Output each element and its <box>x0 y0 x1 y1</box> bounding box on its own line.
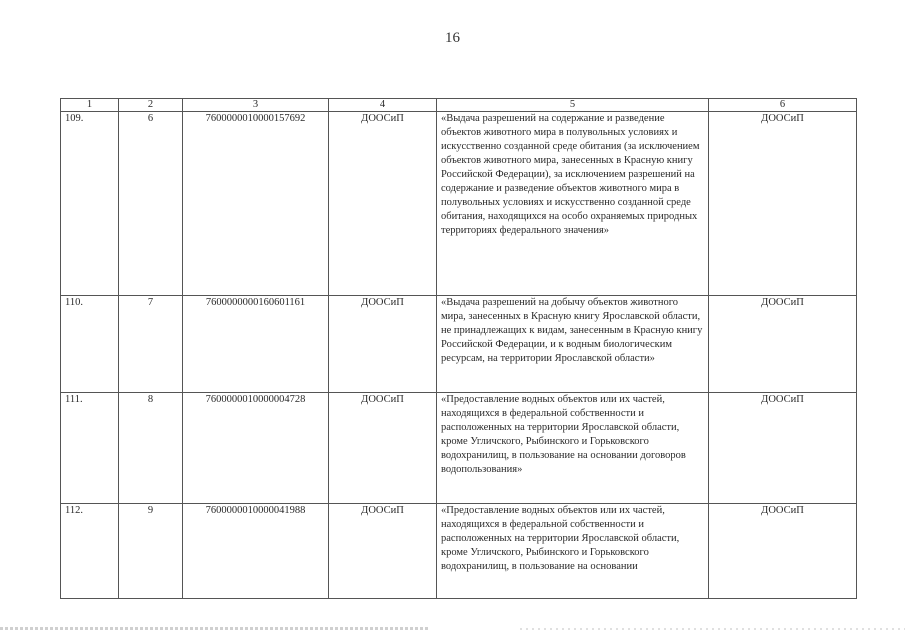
service-description: «Предоставление водных объектов или их частей, находящихся в федеральной собственности и расположенных на территории Ярославской области, кроме Угличского, Рыбинского и Горьковского водохранилищ, в пользование на основании <box>437 504 709 599</box>
service-code: 7600000000160601161 <box>183 296 329 393</box>
responsible-organization: ДООСиП <box>709 504 857 599</box>
header-row <box>61 99 857 112</box>
row-number: 112. <box>61 504 119 599</box>
header-col-3: 3 <box>183 99 329 112</box>
table-row <box>61 296 857 393</box>
header-col-6: 6 <box>709 99 857 112</box>
services-table <box>60 98 857 599</box>
row-number: 111. <box>61 393 119 504</box>
organization: ДООСиП <box>329 504 437 599</box>
responsible-organization: ДООСиП <box>709 112 857 296</box>
header-col-5: 5 <box>437 99 709 112</box>
scan-artifact <box>520 628 905 630</box>
organization: ДООСиП <box>329 112 437 296</box>
page-number: 16 <box>445 30 460 46</box>
header-col-2: 2 <box>119 99 183 112</box>
service-description: «Выдача разрешений на добычу объектов животного мира, занесенных в Красную книгу Ярославской области, не принадлежащих к видам, занесенным в Красную книгу Российской Федерации, и к водным биологическим ресурсам, на территории Ярославской области» <box>437 296 709 393</box>
responsible-organization: ДООСиП <box>709 296 857 393</box>
organization: ДООСиП <box>329 393 437 504</box>
row-index: 7 <box>119 296 183 393</box>
row-index: 6 <box>119 112 183 296</box>
row-index: 9 <box>119 504 183 599</box>
header-col-1: 1 <box>61 99 119 112</box>
service-code: 7600000010000004728 <box>183 393 329 504</box>
organization: ДООСиП <box>329 296 437 393</box>
header-col-4: 4 <box>329 99 437 112</box>
row-index: 8 <box>119 393 183 504</box>
service-description: «Предоставление водных объектов или их частей, находящихся в федеральной собственности и расположенных на территории Ярославской области, кроме Угличского, Рыбинского и Горьковского водохранилищ, в пользование на основании договоров водопользования» <box>437 393 709 504</box>
service-description: «Выдача разрешений на содержание и разведение объектов животного мира в полувольных условиях и искусственно созданной среде обитания (за исключением объектов животного мира, занесенных в Красную книгу Российской Федерации), за исключением разрешений на содержание и разведение объектов животного мира в полувольных условиях и искусственно созданной среде обитания, находящихся на особо охраняемых природных территориях федерального значения» <box>437 112 709 296</box>
scan-artifact <box>0 627 430 630</box>
table-row <box>61 112 857 296</box>
row-number: 109. <box>61 112 119 296</box>
row-number: 110. <box>61 296 119 393</box>
service-code: 7600000010000157692 <box>183 112 329 296</box>
responsible-organization: ДООСиП <box>709 393 857 504</box>
table-row <box>61 504 857 599</box>
service-code: 7600000010000041988 <box>183 504 329 599</box>
table-row <box>61 393 857 504</box>
